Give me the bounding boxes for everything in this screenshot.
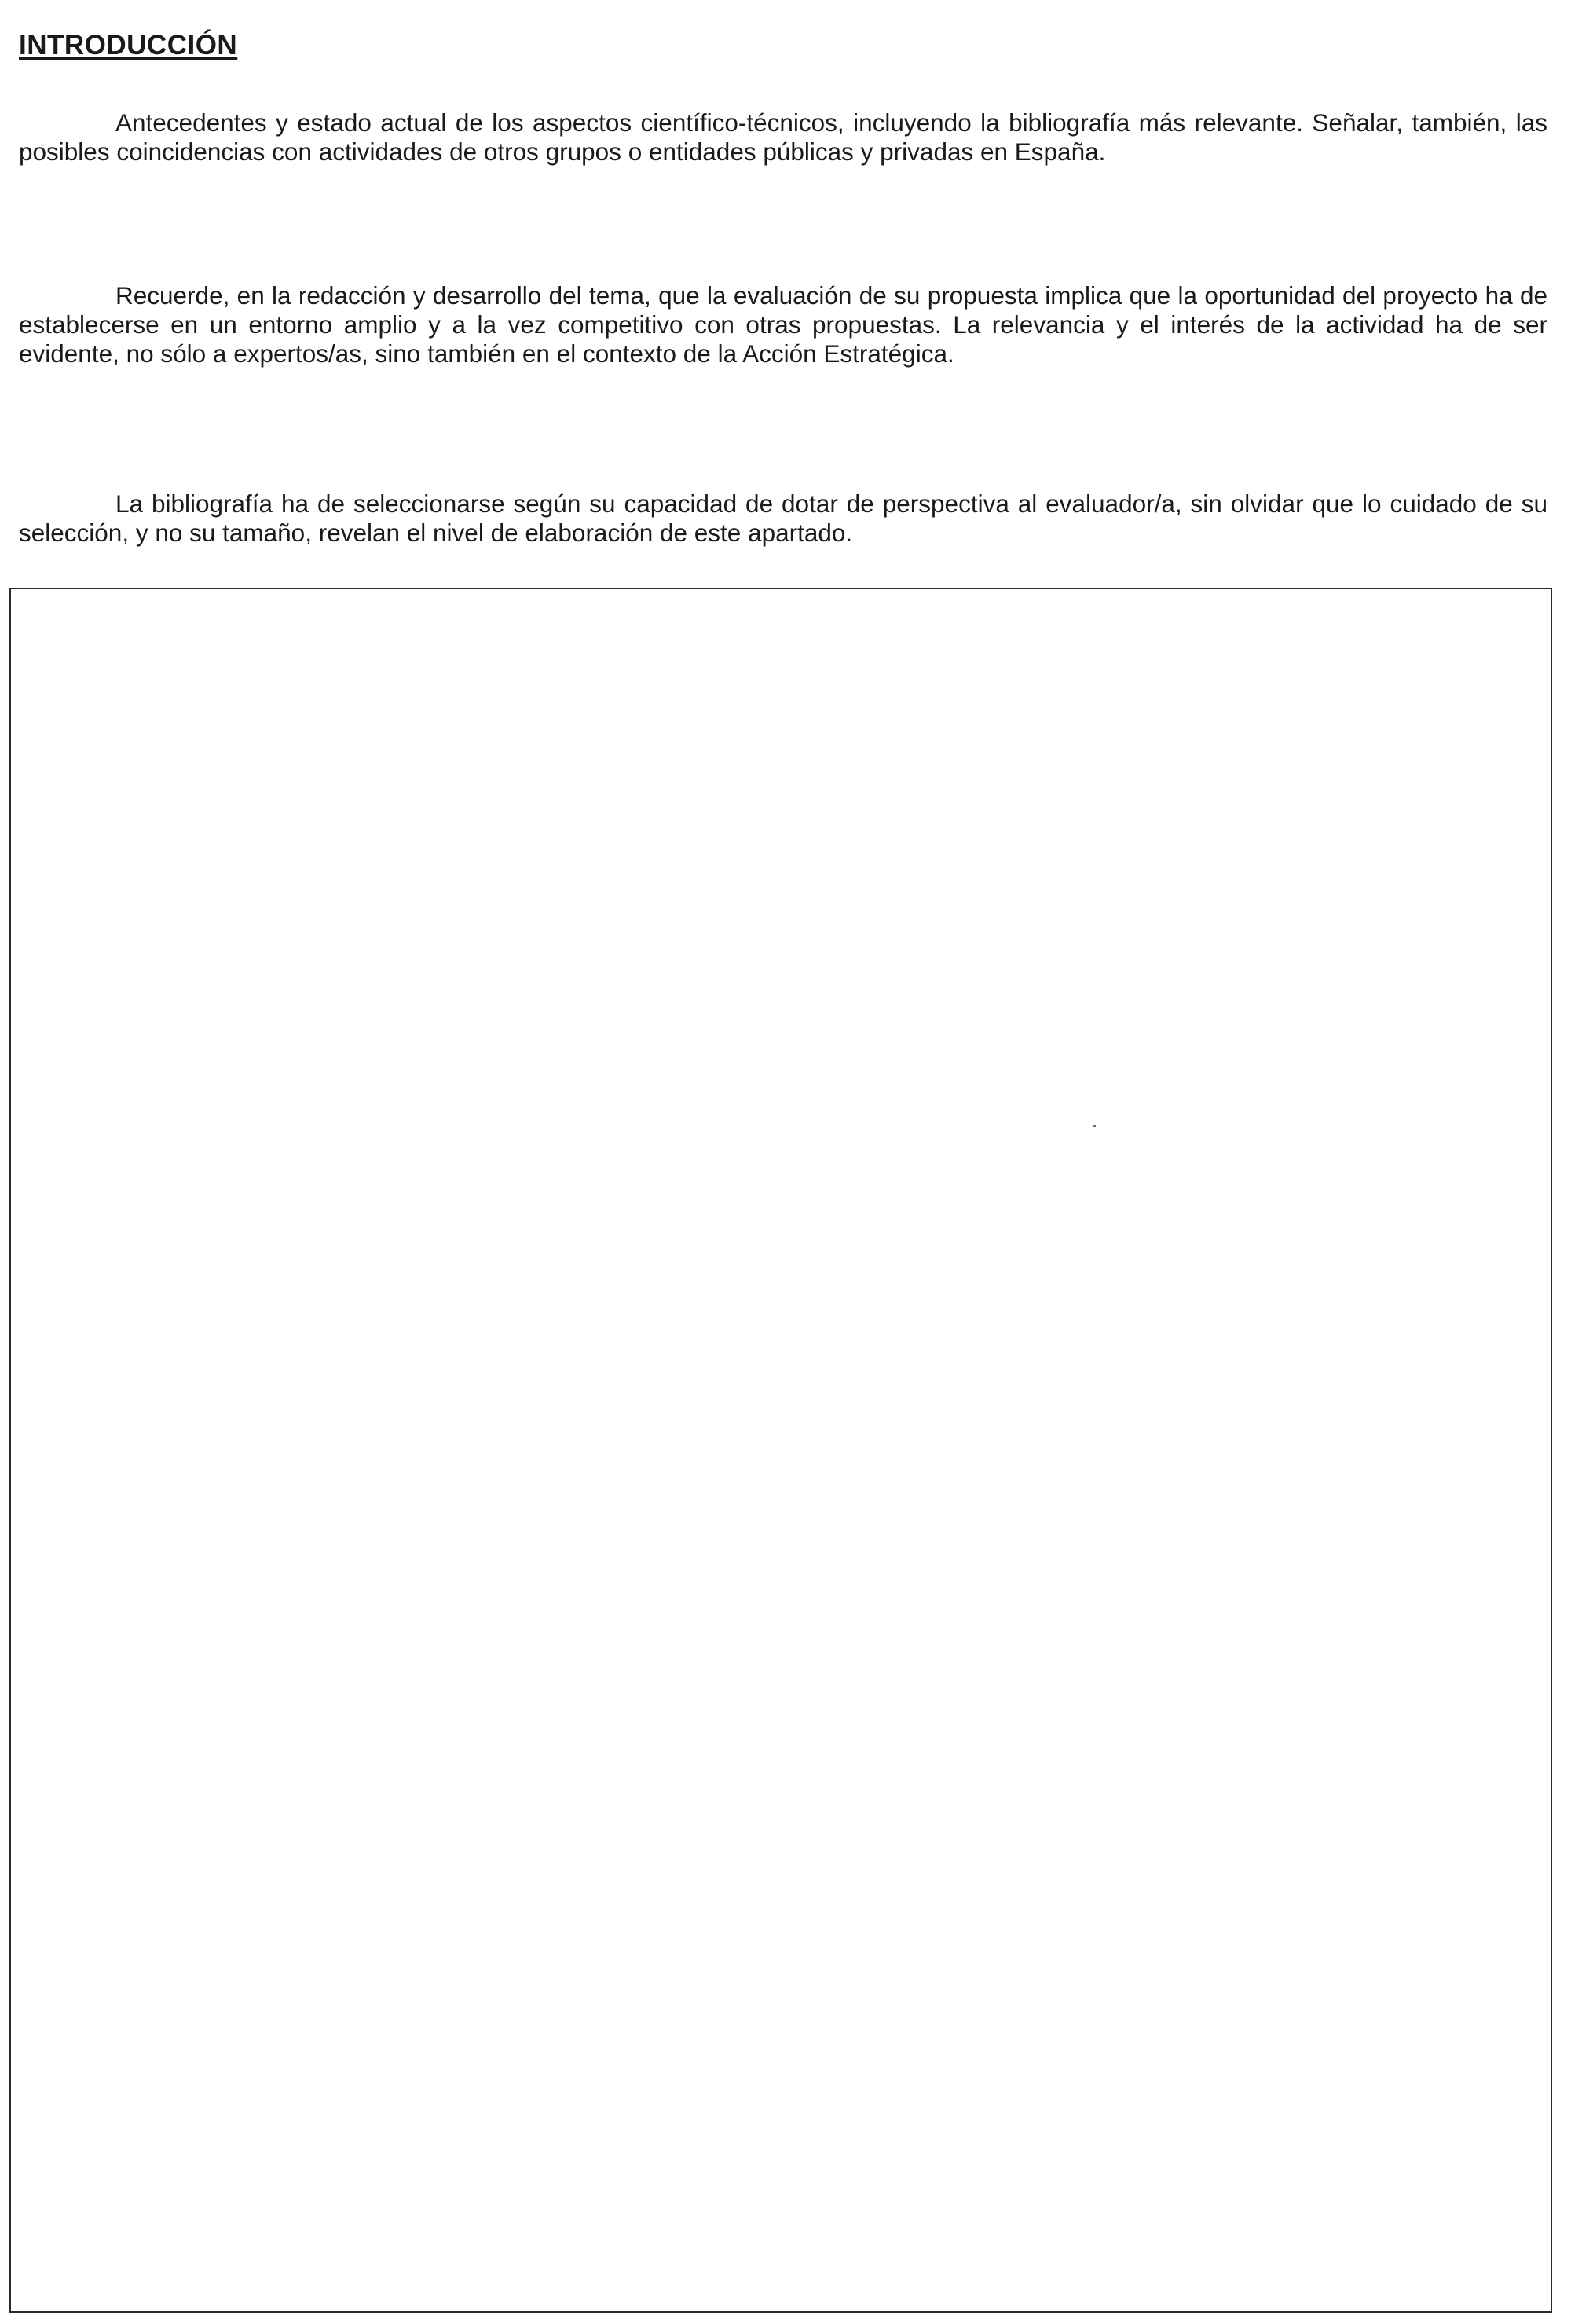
instruction-paragraph-recuerde: Recuerde, en la redacción y desarrollo del tema, que la evaluación de su propuesta implica que la oportunidad del proyecto ha de establecerse en un entorno amplio y a la vez competitivo con otras propuestas. La relevancia y el interés de la actividad ha de ser evidente, no sólo a expertos/as, sino también en el contexto de la Acción Estratégica.	[19, 281, 1547, 368]
section-heading: INTRODUCCIÓN	[19, 30, 238, 60]
instruction-paragraph-bibliografia: La bibliografía ha de seleccionarse según su capacidad de dotar de perspectiva al evaluador/a, sin olvidar que lo cuidado de su selección, y no su tamaño, revelan el nivel de elaboración de este apartado.	[19, 489, 1547, 547]
scan-speck	[1093, 1125, 1096, 1127]
instruction-paragraph-antecedentes: Antecedentes y estado actual de los aspectos científico-técnicos, incluyendo la bibliografía más relevante. Señalar, también, las posibles coincidencias con actividades de otros grupos o entidades públicas y privadas en España.	[19, 108, 1547, 166]
answer-text-box[interactable]	[9, 588, 1552, 2313]
